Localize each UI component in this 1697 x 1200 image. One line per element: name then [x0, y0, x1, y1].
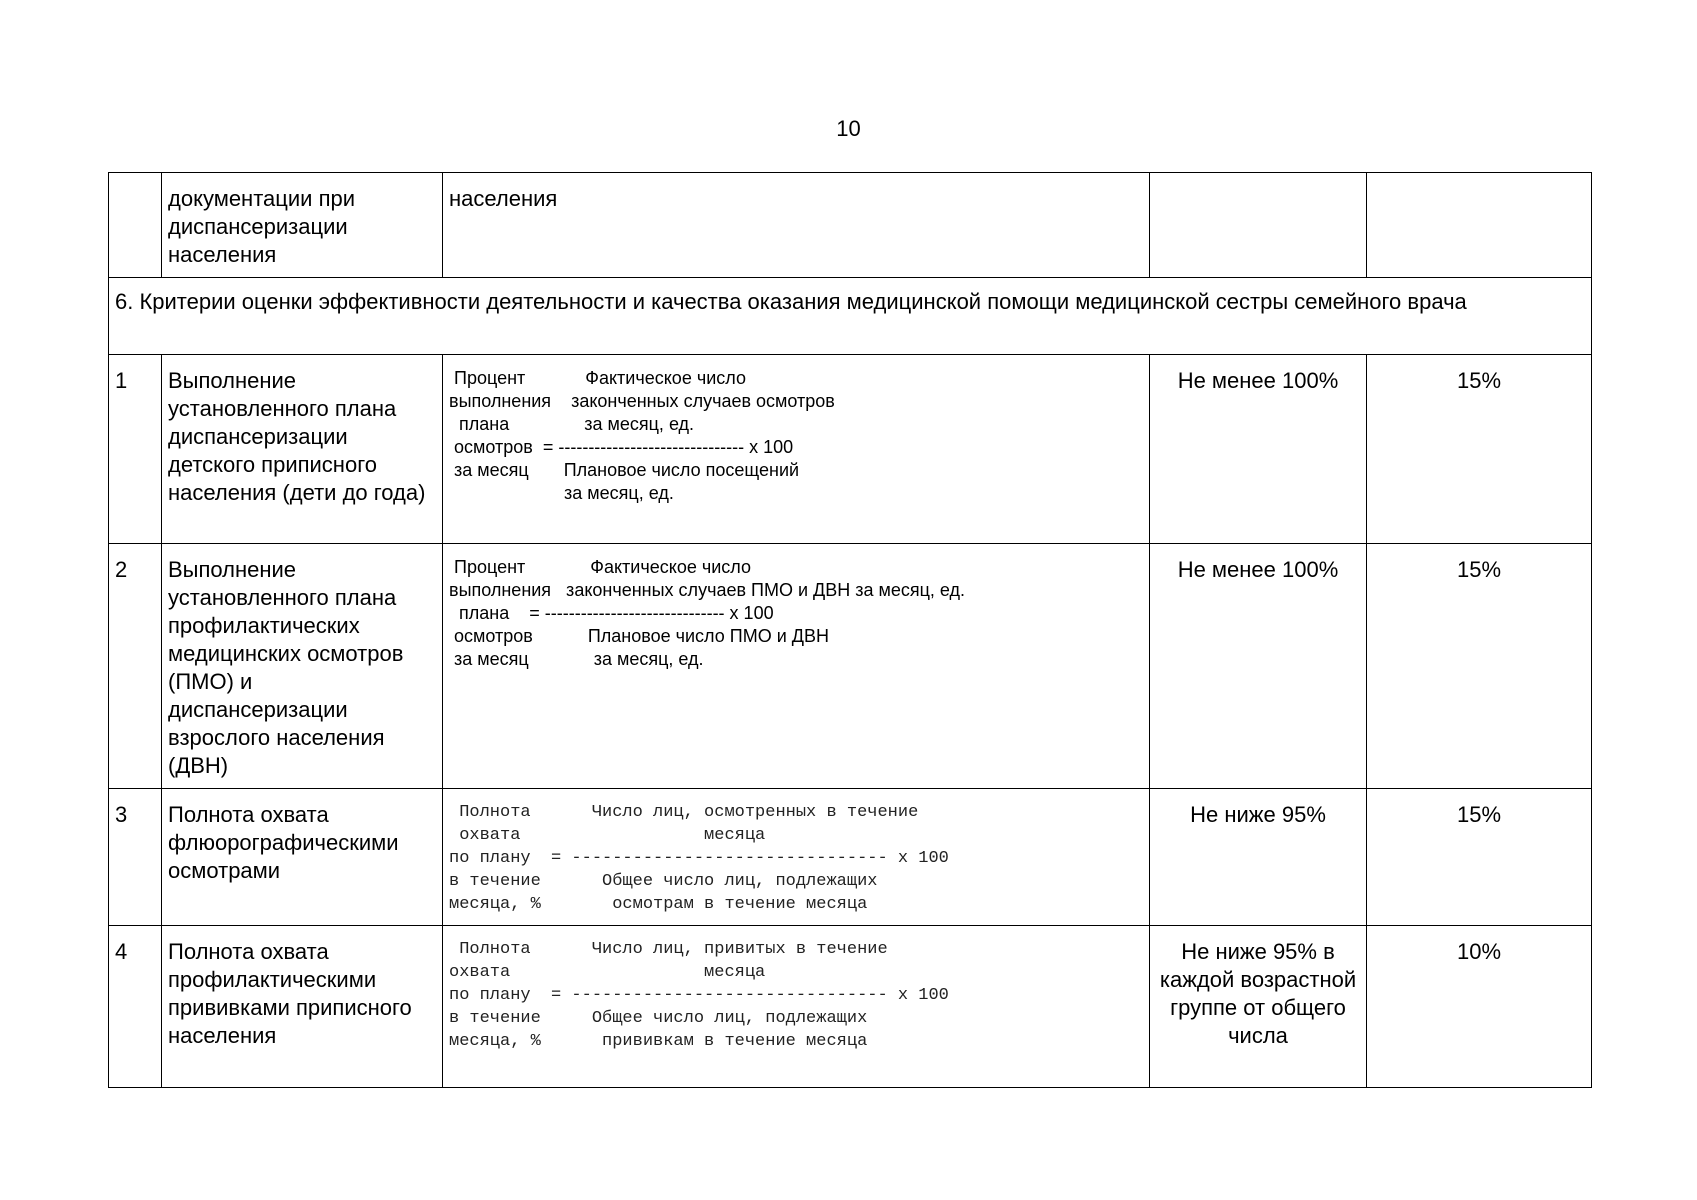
- standard-value: Не менее 100%: [1150, 544, 1367, 789]
- indicator-name: Полнота охвата флюорографическими осмотрами: [162, 789, 443, 926]
- row-number: 2: [109, 544, 162, 789]
- table-row: [109, 544, 1592, 789]
- weight-cell: [1367, 173, 1592, 278]
- table-row: [109, 926, 1592, 1088]
- row-number: 4: [109, 926, 162, 1088]
- weight-value: 10%: [1367, 926, 1592, 1088]
- formula-cell: [443, 355, 1150, 544]
- formula-text: Полнота Число лиц, привитых в течение охвата месяца по плану = ------------------------------- х 100 в течение Общее число лиц, подлежащих месяца, % прививкам в течение месяца: [449, 940, 949, 1051]
- indicator-name: Выполнение установленного плана профилактических медицинских осмотров (ПМО) и диспансеризации взрослого населения (ДВН): [162, 544, 443, 789]
- formula-cell: населения: [443, 173, 1150, 278]
- row-number: 3: [109, 789, 162, 926]
- formula-cell: [443, 544, 1150, 789]
- indicator-name-cell: документации при диспансеризации населения: [162, 173, 443, 278]
- formula-text: Полнота Число лиц, осмотренных в течение охвата месяца по плану = ------------------------------- х 100 в течение Общее число лиц, подлежащих месяца, % осмотрам в течение месяца: [449, 803, 949, 914]
- weight-value: 15%: [1367, 789, 1592, 926]
- formula-cell: [443, 789, 1150, 926]
- indicator-name: Полнота охвата профилактическими прививками приписного населения: [162, 926, 443, 1088]
- table-row: [109, 355, 1592, 544]
- continuation-row: [109, 173, 1592, 278]
- criteria-table: [108, 172, 1592, 1088]
- standard-value: Не ниже 95%: [1150, 789, 1367, 926]
- standard-cell: [1150, 173, 1367, 278]
- formula-cell: [443, 926, 1150, 1088]
- row-number: 1: [109, 355, 162, 544]
- formula-text: Процент Фактическое число выполнения законченных случаев ПМО и ДВН за месяц, ед. плана = ------------------------------ х 100 осмотров Плановое число ПМО и ДВН за месяц за месяц, ед.: [449, 557, 966, 669]
- weight-value: 15%: [1367, 355, 1592, 544]
- standard-value: Не ниже 95% в каждой возрастной группе от общего числа: [1150, 926, 1367, 1088]
- standard-value: Не менее 100%: [1150, 355, 1367, 544]
- indicator-name: Выполнение установленного плана диспансеризации детского приписного населения (дети до года): [162, 355, 443, 544]
- num-cell: [109, 173, 162, 278]
- section-title: 6. Критерии оценки эффективности деятельности и качества оказания медицинской помощи медицинской сестры семейного врача: [109, 278, 1592, 355]
- section-row: [109, 278, 1592, 355]
- weight-value: 15%: [1367, 544, 1592, 789]
- table-row: [109, 789, 1592, 926]
- page-number: 10: [836, 116, 861, 141]
- formula-text: Процент Фактическое число выполнения законченных случаев осмотров плана за месяц, ед. осмотров = ------------------------------- х 100 за месяц Плановое число посещений за месяц, ед.: [449, 368, 835, 503]
